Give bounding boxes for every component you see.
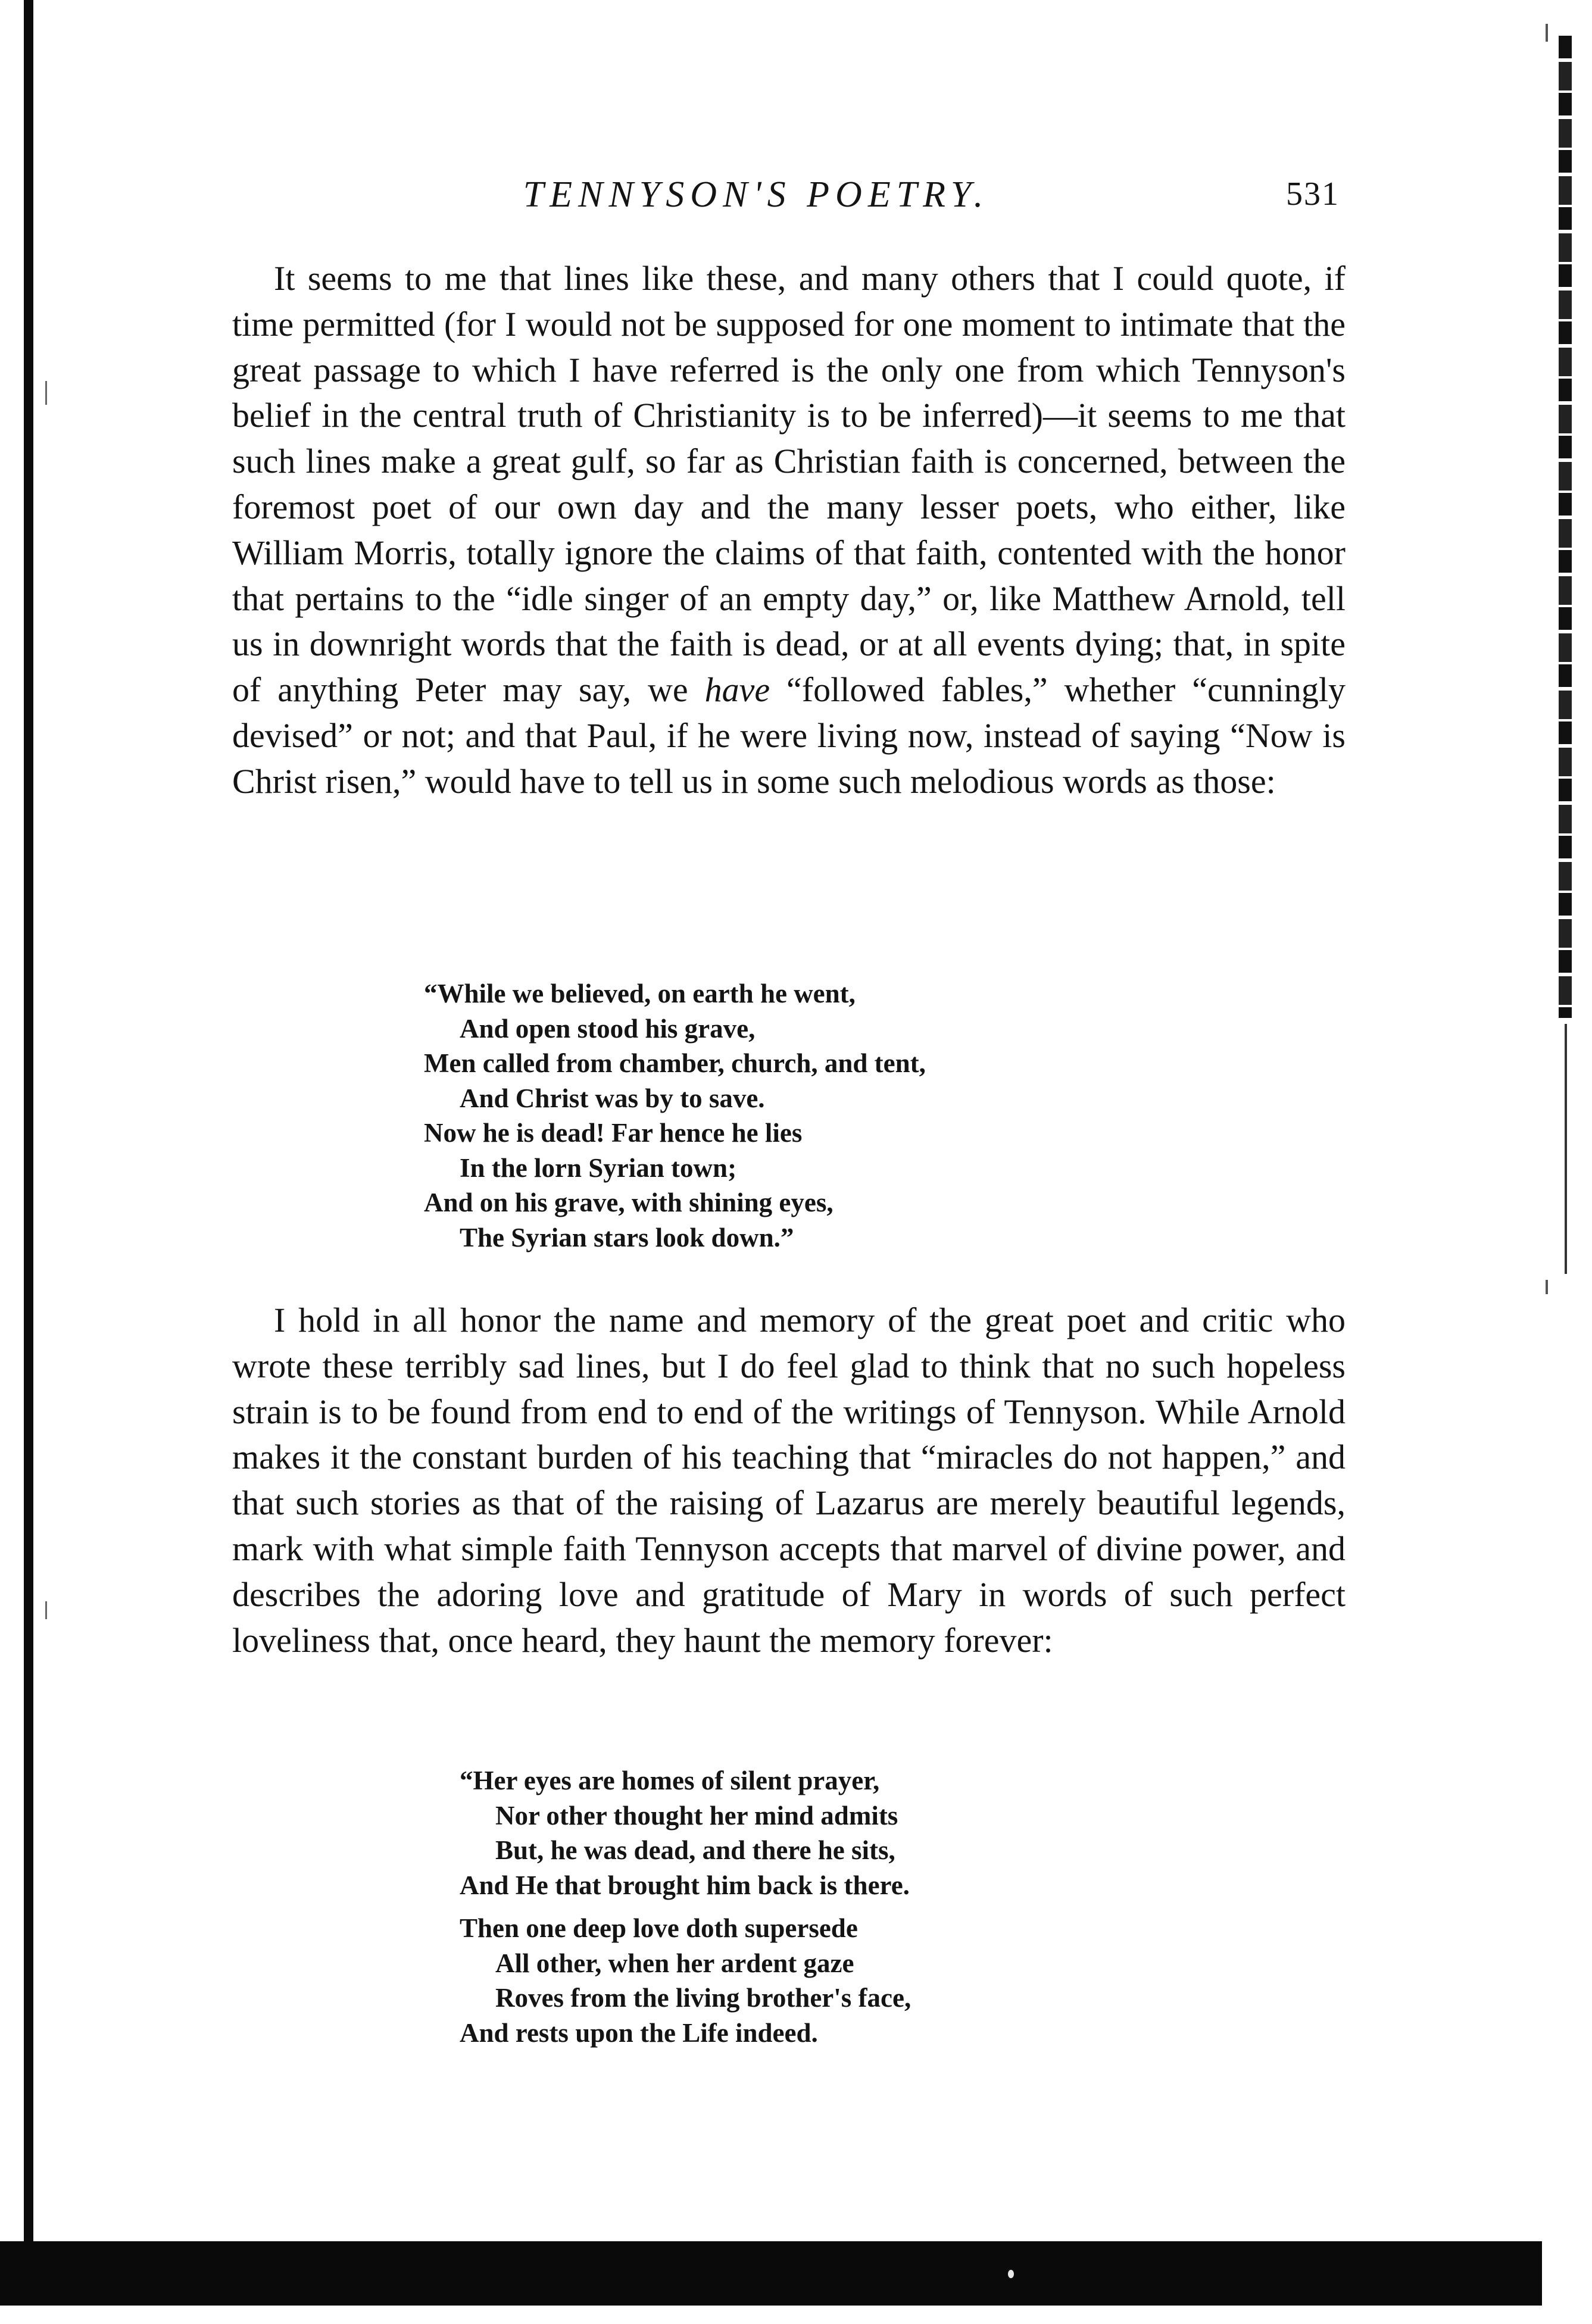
scan-mark: [45, 381, 47, 405]
poem-line: Now he is dead! Far hence he lies: [424, 1118, 803, 1148]
scan-speck: [1008, 2270, 1014, 2278]
running-title: TENNYSON'S POETRY.: [523, 174, 989, 215]
poem-line: Then one deep love doth supersede: [460, 1913, 858, 1943]
paragraph-1: [232, 256, 1346, 805]
poem-line: All other, when her ardent gaze: [495, 1948, 854, 1978]
scan-mark: [1546, 24, 1548, 42]
page-binding-edge: [24, 0, 33, 2256]
paragraph-2: [232, 1298, 1346, 1663]
poem-line: But, he was dead, and there he sits,: [495, 1835, 895, 1865]
poem-line: Nor other thought her mind admits: [495, 1800, 898, 1831]
poem-line: Men called from chamber, church, and tent,: [424, 1048, 926, 1078]
emphasis-have: have: [704, 670, 770, 710]
poem-line: And He that brought him back is there.: [460, 1870, 910, 1900]
poem-line: Roves from the living brother's face,: [495, 1983, 912, 2013]
scan-mark: [45, 1601, 47, 1619]
poem-line: “While we believed, on earth he went,: [424, 979, 856, 1008]
poem-line: And Christ was by to save.: [460, 1083, 765, 1113]
poem-2: [460, 1763, 911, 2050]
paragraph-2-text: I hold in all honor the name and memory of the great poet and critic who wrote these terribly sad lines, but I do feel glad to think that no such hopeless strain is to be found from end to end of the writings of Tennyson. While Arnold makes it the constant burden of his teaching that “miracles do not happen,” and that such stories as that of the raising of Lazarus are merely beautiful legends, mark with what simple faith Tennyson accepts that marvel of divine power, and describes the adoring love and gratitude of Mary in words of such perfect loveliness that, once heard, they haunt the memory forever:: [232, 1301, 1346, 1660]
stanza-break: [460, 1903, 911, 1911]
poem-line: The Syrian stars look down.”: [460, 1222, 794, 1252]
poem-line: And open stood his grave,: [460, 1013, 756, 1044]
running-head: [0, 174, 1592, 227]
poem-line: And on his grave, with shining eyes,: [424, 1188, 834, 1217]
poem-line: And rests upon the Life indeed.: [460, 2017, 818, 2048]
page-edge-line: [1565, 1024, 1567, 1274]
poem-1: [424, 976, 926, 1255]
poem-line: “Her eyes are homes of silent prayer,: [460, 1766, 880, 1795]
poem-line: In the lorn Syrian town;: [460, 1152, 737, 1183]
scan-mark: [1546, 1280, 1548, 1294]
page-bottom-edge: [0, 2241, 1542, 2306]
paragraph-1-text: It seems to me that lines like these, and many others that I could quote, if time permitted (for I would not be supposed for one moment to intimate that the great passage to which I have referred is the only one from which Tennyson's belief in the central truth of Christianity is to be inferred)—it seems to me that such lines make a great gulf, so far as Christian faith is concerned, between the foremost poet of our own day and the many lesser poets, who either, like William Morris, totally ignore the claims of that faith, contented with the honor that pertains to the “idle singer of an empty day,” or, like Matthew Arnold, tell us in downright words that the faith is dead, or at all events dying; that, in spite of anything Peter may say, we: [232, 259, 1346, 710]
page-number: 531: [1286, 176, 1340, 213]
paragraph-1-text-end: “followed fables,” whether “cunningly devised” or not; and that Paul, if he were living now, instead of saying “Now is Christ risen,” would have to tell us in some such melodious words as those:: [232, 670, 1346, 801]
